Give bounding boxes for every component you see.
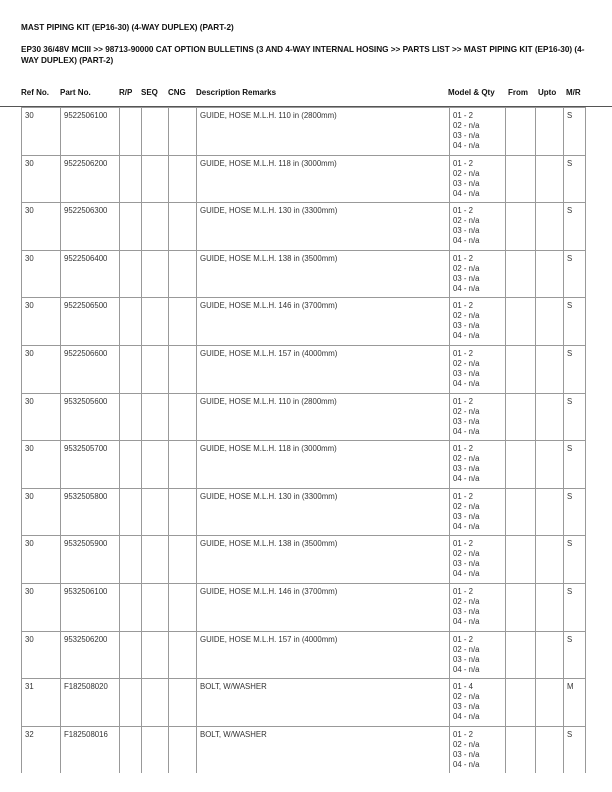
part-no-cell: 9522506100 bbox=[61, 108, 120, 156]
model-qty-line: 03 - n/a bbox=[453, 654, 480, 664]
model-qty-line: 02 - n/a bbox=[453, 692, 480, 702]
description-cell: GUIDE, HOSE M.L.H. 118 in (3000mm) bbox=[197, 441, 450, 489]
model-qty-line: 01 - 2 bbox=[453, 253, 473, 263]
mr-cell: S bbox=[564, 441, 586, 489]
ref-cell: 30 bbox=[22, 203, 61, 251]
part-no-cell: 9532505900 bbox=[61, 536, 120, 584]
model-qty-cell bbox=[450, 583, 506, 631]
upto-cell bbox=[536, 631, 564, 679]
model-qty-line: 04 - n/a bbox=[453, 283, 480, 293]
rp-cell bbox=[120, 726, 142, 773]
table-row bbox=[22, 536, 586, 584]
from-cell bbox=[506, 250, 536, 298]
seq-cell bbox=[142, 345, 169, 393]
rp-cell bbox=[120, 679, 142, 727]
breadcrumb: EP30 36/48V MCIII >> 98713-90000 CAT OPTION BULLETINS (3 AND 4-WAY INTERNAL HOSING >> PARTS LIST >> MAST PIPING KIT (EP16-30) (4-WAY DUPLEX) (PART-2) bbox=[21, 45, 585, 65]
rp-cell bbox=[120, 441, 142, 489]
model-qty-line: 01 - 2 bbox=[453, 491, 473, 501]
table-row bbox=[22, 441, 586, 489]
seq-cell bbox=[142, 250, 169, 298]
from-cell bbox=[506, 108, 536, 156]
model-qty-line: 03 - n/a bbox=[453, 606, 480, 616]
model-qty-line: 02 - n/a bbox=[453, 406, 480, 416]
ref-cell: 30 bbox=[22, 345, 61, 393]
from-cell bbox=[506, 679, 536, 727]
seq-cell bbox=[142, 108, 169, 156]
model-qty-line: 01 - 2 bbox=[453, 586, 473, 596]
col-model: Model & Qty bbox=[448, 88, 495, 97]
model-qty-line: 03 - n/a bbox=[453, 178, 480, 188]
model-qty-line: 02 - n/a bbox=[453, 501, 480, 511]
model-qty-line: 04 - n/a bbox=[453, 426, 480, 436]
description-cell: GUIDE, HOSE M.L.H. 157 in (4000mm) bbox=[197, 631, 450, 679]
model-qty-cell bbox=[450, 250, 506, 298]
description-cell: BOLT, W/WASHER bbox=[197, 679, 450, 727]
seq-cell bbox=[142, 679, 169, 727]
upto-cell bbox=[536, 536, 564, 584]
seq-cell bbox=[142, 393, 169, 441]
rp-cell bbox=[120, 250, 142, 298]
description-cell: GUIDE, HOSE M.L.H. 130 in (3300mm) bbox=[197, 488, 450, 536]
table-row bbox=[22, 393, 586, 441]
upto-cell bbox=[536, 488, 564, 536]
table-row bbox=[22, 203, 586, 251]
model-qty-line: 03 - n/a bbox=[453, 226, 480, 236]
from-cell bbox=[506, 631, 536, 679]
model-qty-line: 02 - n/a bbox=[453, 168, 480, 178]
part-no-cell: 9532505700 bbox=[61, 441, 120, 489]
model-qty-cell bbox=[450, 203, 506, 251]
model-qty-line: 02 - n/a bbox=[453, 644, 480, 654]
model-qty-cell bbox=[450, 108, 506, 156]
part-no-cell: 9532506200 bbox=[61, 631, 120, 679]
cng-cell bbox=[169, 679, 197, 727]
part-no-cell: 9532505600 bbox=[61, 393, 120, 441]
ref-cell: 30 bbox=[22, 631, 61, 679]
cng-cell bbox=[169, 441, 197, 489]
from-cell bbox=[506, 488, 536, 536]
ref-cell: 30 bbox=[22, 583, 61, 631]
rp-cell bbox=[120, 488, 142, 536]
upto-cell bbox=[536, 108, 564, 156]
mr-cell: S bbox=[564, 393, 586, 441]
mr-cell: S bbox=[564, 298, 586, 346]
description-cell: GUIDE, HOSE M.L.H. 146 in (3700mm) bbox=[197, 583, 450, 631]
from-cell bbox=[506, 583, 536, 631]
table-header bbox=[0, 88, 612, 107]
model-qty-line: 01 - 4 bbox=[453, 682, 473, 692]
model-qty-cell bbox=[450, 441, 506, 489]
model-qty-line: 03 - n/a bbox=[453, 511, 480, 521]
rp-cell bbox=[120, 298, 142, 346]
cng-cell bbox=[169, 393, 197, 441]
model-qty-line: 01 - 2 bbox=[453, 111, 473, 120]
rp-cell bbox=[120, 108, 142, 156]
rp-cell bbox=[120, 536, 142, 584]
model-qty-line: 04 - n/a bbox=[453, 521, 480, 531]
from-cell bbox=[506, 203, 536, 251]
model-qty-line: 01 - 2 bbox=[453, 444, 473, 454]
ref-cell: 30 bbox=[22, 441, 61, 489]
upto-cell bbox=[536, 250, 564, 298]
seq-cell bbox=[142, 488, 169, 536]
model-qty-line: 03 - n/a bbox=[453, 702, 480, 712]
rp-cell bbox=[120, 631, 142, 679]
part-no-cell: 9522506200 bbox=[61, 155, 120, 203]
table-row bbox=[22, 631, 586, 679]
cng-cell bbox=[169, 583, 197, 631]
ref-cell: 30 bbox=[22, 393, 61, 441]
cng-cell bbox=[169, 631, 197, 679]
model-qty-line: 04 - n/a bbox=[453, 141, 480, 150]
from-cell bbox=[506, 345, 536, 393]
model-qty-cell bbox=[450, 679, 506, 727]
description-cell: GUIDE, HOSE M.L.H. 110 in (2800mm) bbox=[197, 393, 450, 441]
description-cell: GUIDE, HOSE M.L.H. 146 in (3700mm) bbox=[197, 298, 450, 346]
model-qty-line: 03 - n/a bbox=[453, 559, 480, 569]
model-qty-line: 01 - 2 bbox=[453, 539, 473, 549]
mr-cell: S bbox=[564, 155, 586, 203]
part-no-cell: 9532505800 bbox=[61, 488, 120, 536]
upto-cell bbox=[536, 298, 564, 346]
table-row bbox=[22, 583, 586, 631]
model-qty-line: 02 - n/a bbox=[453, 549, 480, 559]
model-qty-line: 02 - n/a bbox=[453, 216, 480, 226]
cng-cell bbox=[169, 203, 197, 251]
part-no-cell: 9522506600 bbox=[61, 345, 120, 393]
col-seq: SEQ bbox=[141, 88, 158, 97]
seq-cell bbox=[142, 155, 169, 203]
cng-cell bbox=[169, 726, 197, 773]
col-rp: R/P bbox=[119, 88, 133, 97]
cng-cell bbox=[169, 250, 197, 298]
from-cell bbox=[506, 298, 536, 346]
cng-cell bbox=[169, 488, 197, 536]
cng-cell bbox=[169, 345, 197, 393]
col-ref: Ref No. bbox=[21, 88, 49, 97]
mr-cell: S bbox=[564, 203, 586, 251]
description-cell: GUIDE, HOSE M.L.H. 138 in (3500mm) bbox=[197, 250, 450, 298]
part-no-cell: F182508020 bbox=[61, 679, 120, 727]
rp-cell bbox=[120, 345, 142, 393]
model-qty-cell bbox=[450, 726, 506, 773]
upto-cell bbox=[536, 583, 564, 631]
mr-cell: S bbox=[564, 583, 586, 631]
model-qty-line: 03 - n/a bbox=[453, 368, 480, 378]
col-cng: CNG bbox=[168, 88, 186, 97]
model-qty-line: 01 - 2 bbox=[453, 634, 473, 644]
ref-cell: 30 bbox=[22, 108, 61, 156]
model-qty-cell bbox=[450, 155, 506, 203]
seq-cell bbox=[142, 583, 169, 631]
ref-cell: 30 bbox=[22, 488, 61, 536]
model-qty-line: 01 - 2 bbox=[453, 301, 473, 311]
model-qty-line: 02 - n/a bbox=[453, 358, 480, 368]
model-qty-line: 03 - n/a bbox=[453, 749, 480, 759]
model-qty-line: 03 - n/a bbox=[453, 416, 480, 426]
ref-cell: 30 bbox=[22, 298, 61, 346]
description-cell: GUIDE, HOSE M.L.H. 138 in (3500mm) bbox=[197, 536, 450, 584]
model-qty-line: 04 - n/a bbox=[453, 188, 480, 198]
table-row bbox=[22, 108, 586, 156]
rp-cell bbox=[120, 155, 142, 203]
model-qty-line: 02 - n/a bbox=[453, 263, 480, 273]
description-cell: GUIDE, HOSE M.L.H. 110 in (2800mm) bbox=[197, 108, 450, 156]
model-qty-cell bbox=[450, 536, 506, 584]
mr-cell: S bbox=[564, 345, 586, 393]
from-cell bbox=[506, 441, 536, 489]
model-qty-line: 04 - n/a bbox=[453, 569, 480, 579]
table-row bbox=[22, 345, 586, 393]
description-cell: GUIDE, HOSE M.L.H. 130 in (3300mm) bbox=[197, 203, 450, 251]
from-cell bbox=[506, 726, 536, 773]
model-qty-line: 02 - n/a bbox=[453, 454, 480, 464]
col-upto: Upto bbox=[538, 88, 557, 97]
table-row bbox=[22, 726, 586, 773]
part-no-cell: F182508016 bbox=[61, 726, 120, 773]
mr-cell: S bbox=[564, 250, 586, 298]
model-qty-line: 01 - 2 bbox=[453, 396, 473, 406]
model-qty-line: 01 - 2 bbox=[453, 206, 473, 216]
part-no-cell: 9522506300 bbox=[61, 203, 120, 251]
model-qty-line: 04 - n/a bbox=[453, 759, 480, 769]
model-qty-line: 02 - n/a bbox=[453, 121, 480, 130]
parts-table bbox=[21, 107, 586, 773]
model-qty-line: 02 - n/a bbox=[453, 739, 480, 749]
table-row bbox=[22, 488, 586, 536]
mr-cell: S bbox=[564, 108, 586, 156]
mr-cell: S bbox=[564, 488, 586, 536]
table-row bbox=[22, 679, 586, 727]
upto-cell bbox=[536, 203, 564, 251]
model-qty-line: 02 - n/a bbox=[453, 596, 480, 606]
col-from: From bbox=[508, 88, 528, 97]
model-qty-line: 04 - n/a bbox=[453, 378, 480, 388]
upto-cell bbox=[536, 441, 564, 489]
part-no-cell: 9522506500 bbox=[61, 298, 120, 346]
model-qty-line: 03 - n/a bbox=[453, 321, 480, 331]
ref-cell: 31 bbox=[22, 679, 61, 727]
col-mr: M/R bbox=[566, 88, 581, 97]
model-qty-line: 04 - n/a bbox=[453, 616, 480, 626]
model-qty-cell bbox=[450, 393, 506, 441]
table-row bbox=[22, 298, 586, 346]
upto-cell bbox=[536, 679, 564, 727]
mr-cell: S bbox=[564, 726, 586, 773]
model-qty-line: 02 - n/a bbox=[453, 311, 480, 321]
ref-cell: 30 bbox=[22, 250, 61, 298]
col-part: Part No. bbox=[60, 88, 91, 97]
description-cell: BOLT, W/WASHER bbox=[197, 726, 450, 773]
model-qty-line: 04 - n/a bbox=[453, 331, 480, 341]
cng-cell bbox=[169, 155, 197, 203]
cng-cell bbox=[169, 298, 197, 346]
ref-cell: 30 bbox=[22, 155, 61, 203]
seq-cell bbox=[142, 631, 169, 679]
model-qty-line: 03 - n/a bbox=[453, 131, 480, 140]
ref-cell: 30 bbox=[22, 536, 61, 584]
cng-cell bbox=[169, 536, 197, 584]
table-row bbox=[22, 250, 586, 298]
seq-cell bbox=[142, 298, 169, 346]
upto-cell bbox=[536, 393, 564, 441]
seq-cell bbox=[142, 441, 169, 489]
model-qty-cell bbox=[450, 631, 506, 679]
seq-cell bbox=[142, 726, 169, 773]
upto-cell bbox=[536, 155, 564, 203]
upto-cell bbox=[536, 726, 564, 773]
cng-cell bbox=[169, 108, 197, 156]
seq-cell bbox=[142, 536, 169, 584]
description-cell: GUIDE, HOSE M.L.H. 118 in (3000mm) bbox=[197, 155, 450, 203]
rp-cell bbox=[120, 583, 142, 631]
part-no-cell: 9532506100 bbox=[61, 583, 120, 631]
part-no-cell: 9522506400 bbox=[61, 250, 120, 298]
from-cell bbox=[506, 155, 536, 203]
upto-cell bbox=[536, 345, 564, 393]
description-cell: GUIDE, HOSE M.L.H. 157 in (4000mm) bbox=[197, 345, 450, 393]
col-desc: Description Remarks bbox=[196, 88, 277, 97]
model-qty-cell bbox=[450, 488, 506, 536]
model-qty-line: 04 - n/a bbox=[453, 236, 480, 246]
model-qty-line: 01 - 2 bbox=[453, 348, 473, 358]
table-row bbox=[22, 155, 586, 203]
model-qty-line: 03 - n/a bbox=[453, 273, 480, 283]
rp-cell bbox=[120, 203, 142, 251]
model-qty-line: 04 - n/a bbox=[453, 664, 480, 674]
mr-cell: S bbox=[564, 536, 586, 584]
model-qty-line: 04 - n/a bbox=[453, 712, 480, 722]
model-qty-cell bbox=[450, 298, 506, 346]
rp-cell bbox=[120, 393, 142, 441]
model-qty-line: 04 - n/a bbox=[453, 474, 480, 484]
model-qty-line: 03 - n/a bbox=[453, 464, 480, 474]
model-qty-line: 01 - 2 bbox=[453, 729, 473, 739]
seq-cell bbox=[142, 203, 169, 251]
mr-cell: M bbox=[564, 679, 586, 727]
from-cell bbox=[506, 393, 536, 441]
from-cell bbox=[506, 536, 536, 584]
page-title: MAST PIPING KIT (EP16-30) (4-WAY DUPLEX) (PART-2) bbox=[21, 23, 234, 32]
ref-cell: 32 bbox=[22, 726, 61, 773]
mr-cell: S bbox=[564, 631, 586, 679]
model-qty-cell bbox=[450, 345, 506, 393]
model-qty-line: 01 - 2 bbox=[453, 158, 473, 168]
